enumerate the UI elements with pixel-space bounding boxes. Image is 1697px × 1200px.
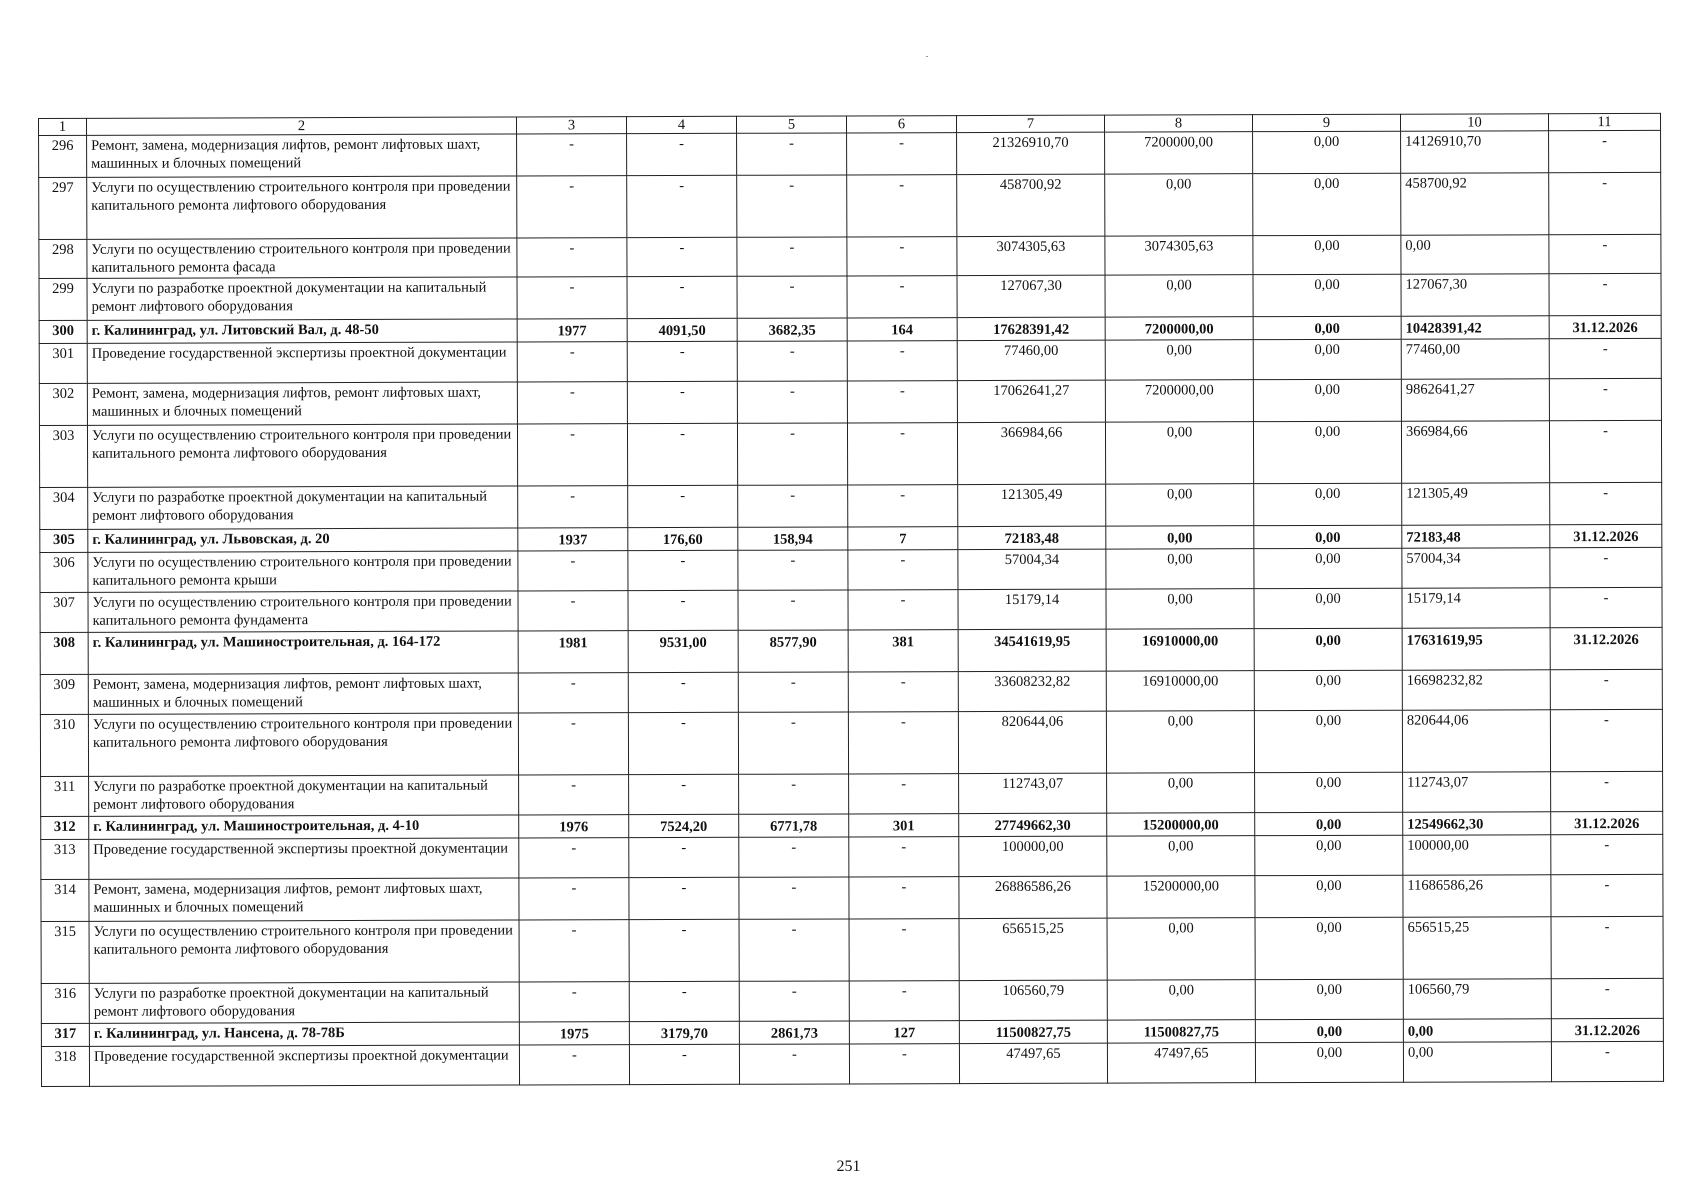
col-10-cell: 9862641,27: [1401, 379, 1549, 421]
col-9-cell: 0,00: [1253, 235, 1401, 274]
col-5-cell: -: [738, 672, 848, 712]
col-5-cell: -: [737, 423, 847, 485]
col-8-cell: 0,00: [1107, 836, 1255, 876]
col-7-cell: 820644,06: [958, 711, 1106, 773]
address-row: [40, 627, 1662, 674]
col-9-cell: 0,00: [1254, 670, 1402, 710]
col-5-cell: -: [738, 590, 848, 630]
col-9-cell: 0,00: [1255, 772, 1403, 812]
col-8-cell: 16910000,00: [1106, 629, 1254, 671]
col-9-cell: 0,00: [1255, 917, 1403, 979]
col-3-cell: -: [517, 176, 627, 238]
col-5-cell: -: [739, 837, 849, 877]
col-9-cell: 0,00: [1253, 421, 1401, 483]
col-4-cell: -: [629, 877, 739, 919]
work-item-row: [40, 482, 1662, 529]
col-8-cell: 7200000,00: [1105, 132, 1253, 174]
row-description: Услуги по осуществлению строительного контроля при проведении капитального ремонта лифтового оборудования: [87, 176, 517, 239]
col-7-cell: 3074305,63: [957, 236, 1105, 275]
col-5-cell: 6771,78: [739, 814, 849, 837]
col-4-cell: 9531,00: [628, 630, 738, 672]
col-11-cell: -: [1549, 378, 1661, 420]
col-header: 4: [626, 116, 736, 133]
col-5-cell: -: [738, 485, 848, 527]
col-4-cell: -: [627, 276, 737, 318]
col-7-cell: 26886586,26: [959, 876, 1107, 918]
row-description: Ремонт, замена, модернизация лифтов, ремонт лифтовых шахт, машинных и блочных помещений: [87, 382, 517, 425]
row-description: Ремонт, замена, модернизация лифтов, ремонт лифтовых шахт, машинных и блочных помещений: [89, 878, 519, 921]
col-9-cell: 0,00: [1255, 1042, 1403, 1082]
col-7-cell: 127067,30: [957, 275, 1105, 317]
work-item-row: [39, 130, 1661, 177]
col-7-cell: 47497,65: [959, 1043, 1107, 1083]
col-6-cell: -: [847, 423, 957, 485]
col-3-cell: -: [518, 713, 628, 775]
col-9-cell: 0,00: [1254, 588, 1402, 628]
col-11-cell: 31.12.2026: [1549, 315, 1661, 338]
col-6-cell: -: [847, 175, 957, 237]
col-10-cell: 77460,00: [1401, 339, 1549, 379]
col-header: 1: [39, 118, 87, 135]
col-5-cell: 3682,35: [737, 318, 847, 341]
col-11-cell: -: [1551, 834, 1663, 874]
col-10-cell: 17631619,95: [1402, 628, 1550, 670]
col-7-cell: 656515,25: [959, 918, 1107, 980]
col-10-cell: 127067,30: [1401, 274, 1549, 316]
row-description: Услуги по осуществлению строительного контроля при проведении капитального ремонта лифтового оборудования: [87, 424, 517, 487]
col-7-cell: 34541619,95: [958, 629, 1106, 671]
col-5-cell: -: [738, 550, 848, 590]
col-4-cell: -: [627, 341, 737, 381]
col-4-cell: -: [627, 133, 737, 175]
col-9-cell: 0,00: [1255, 979, 1403, 1019]
col-11-cell: 31.12.2026: [1551, 811, 1663, 834]
col-3-cell: -: [519, 838, 629, 878]
col-3-cell: -: [517, 424, 627, 486]
col-7-cell: 57004,34: [958, 549, 1106, 589]
col-header: 8: [1104, 115, 1252, 132]
col-3-cell: -: [517, 238, 627, 277]
col-9-cell: 0,00: [1253, 274, 1401, 316]
col-7-cell: 17062641,27: [957, 380, 1105, 422]
col-10-cell: 10428391,42: [1401, 316, 1549, 339]
col-9-cell: 0,00: [1253, 339, 1401, 379]
col-5-cell: -: [737, 237, 847, 276]
row-description: Услуги по осуществлению строительного контроля при проведении капитального ремонта фундамента: [88, 591, 518, 632]
col-6-cell: -: [848, 672, 958, 712]
work-item-row: [39, 420, 1661, 487]
col-10-cell: 12549662,30: [1403, 812, 1551, 835]
budget-table: [38, 113, 1664, 1087]
col-3-cell: -: [517, 382, 627, 424]
col-6-cell: -: [847, 133, 957, 175]
row-description: Проведение государственной экспертизы проектной документации: [87, 342, 517, 383]
work-item-row: [40, 587, 1662, 632]
col-7-cell: 72183,48: [958, 526, 1106, 549]
col-6-cell: -: [849, 919, 959, 981]
col-6-cell: 301: [849, 814, 959, 837]
row-number: 303: [39, 425, 87, 487]
col-3-cell: 1975: [519, 1022, 629, 1045]
col-8-cell: 11500827,75: [1107, 1020, 1255, 1043]
col-9-cell: 0,00: [1255, 875, 1403, 917]
col-8-cell: 0,00: [1107, 980, 1255, 1020]
col-6-cell: 7: [848, 527, 958, 550]
col-5-cell: -: [737, 276, 847, 318]
col-10-cell: 14126910,70: [1401, 131, 1549, 173]
col-9-cell: 0,00: [1254, 483, 1402, 525]
col-6-cell: -: [847, 341, 957, 381]
row-number: 302: [39, 383, 87, 425]
row-number: 318: [41, 1046, 89, 1086]
col-7-cell: 458700,92: [957, 174, 1105, 236]
col-9-cell: 0,00: [1254, 525, 1402, 548]
col-4-cell: -: [627, 423, 737, 485]
col-5-cell: -: [739, 981, 849, 1021]
row-description: Услуги по осуществлению строительного контроля при проведении капитального ремонта фасада: [87, 238, 517, 278]
col-header: 6: [846, 116, 956, 133]
work-item-row: [40, 547, 1662, 592]
col-9-cell: 0,00: [1254, 628, 1402, 670]
col-3-cell: -: [519, 775, 629, 815]
col-10-cell: 72183,48: [1402, 525, 1550, 548]
col-4-cell: -: [629, 774, 739, 814]
row-number: 304: [40, 487, 88, 529]
row-number: 298: [39, 239, 87, 278]
col-8-cell: 16910000,00: [1106, 671, 1254, 711]
row-description: Услуги по разработке проектной документации на капитальный ремонт лифтового оборудования: [89, 775, 519, 816]
col-11-cell: -: [1549, 338, 1661, 378]
col-6-cell: -: [847, 237, 957, 276]
row-number: 301: [39, 343, 87, 383]
col-11-cell: -: [1550, 482, 1662, 524]
row-description: г. Калининград, ул. Литовский Вал, д. 48-50: [87, 319, 517, 343]
row-number: 311: [41, 776, 89, 816]
col-11-cell: -: [1550, 669, 1662, 709]
row-description: Проведение государственной экспертизы проектной документации: [89, 838, 519, 879]
work-item-row: [41, 874, 1663, 921]
col-header: 9: [1252, 114, 1400, 131]
col-9-cell: 0,00: [1254, 710, 1402, 772]
col-11-cell: -: [1549, 273, 1661, 315]
col-9-cell: 0,00: [1253, 379, 1401, 421]
row-number: 306: [40, 552, 88, 592]
row-number: 315: [41, 921, 89, 983]
row-description: г. Калининград, ул. Машиностроительная, д. 4-10: [89, 815, 519, 839]
col-5-cell: 8577,90: [738, 630, 848, 672]
col-3-cell: -: [517, 342, 627, 382]
col-8-cell: 0,00: [1107, 773, 1255, 813]
col-11-cell: -: [1550, 587, 1662, 627]
col-6-cell: -: [847, 276, 957, 318]
col-8-cell: 0,00: [1107, 918, 1255, 980]
col-3-cell: -: [519, 878, 629, 920]
col-5-cell: -: [739, 774, 849, 814]
row-number: 310: [40, 714, 88, 776]
col-8-cell: 0,00: [1106, 526, 1254, 549]
col-11-cell: -: [1551, 771, 1663, 811]
col-8-cell: 0,00: [1105, 275, 1253, 317]
row-number: 300: [39, 320, 87, 343]
col-4-cell: -: [628, 485, 738, 527]
col-8-cell: 0,00: [1106, 484, 1254, 526]
col-11-cell: -: [1551, 978, 1663, 1018]
col-3-cell: -: [517, 277, 627, 319]
row-description: г. Калининград, ул. Машиностроительная, д. 164-172: [88, 631, 518, 674]
col-3-cell: -: [518, 591, 628, 631]
col-11-cell: -: [1551, 1041, 1663, 1081]
col-8-cell: 47497,65: [1107, 1043, 1255, 1083]
work-item-row: [40, 669, 1662, 714]
row-description: Услуги по осуществлению строительного контроля при проведении капитального ремонта лифтового оборудования: [88, 713, 518, 776]
col-7-cell: 121305,49: [958, 484, 1106, 526]
row-description: Услуги по разработке проектной документации на капитальный ремонт лифтового оборудования: [88, 486, 518, 529]
scan-speck: [926, 56, 928, 57]
row-description: Услуги по разработке проектной документации на капитальный ремонт лифтового оборудования: [89, 982, 519, 1023]
col-5-cell: -: [737, 133, 847, 175]
col-10-cell: 121305,49: [1402, 483, 1550, 525]
col-4-cell: -: [628, 712, 738, 774]
col-7-cell: 27749662,30: [959, 813, 1107, 836]
row-description: Ремонт, замена, модернизация лифтов, ремонт лифтовых шахт, машинных и блочных помещений: [88, 673, 518, 714]
col-4-cell: -: [628, 672, 738, 712]
col-header: 10: [1400, 114, 1548, 131]
col-8-cell: 0,00: [1106, 589, 1254, 629]
row-number: 312: [41, 816, 89, 839]
col-4-cell: 3179,70: [629, 1021, 739, 1044]
col-6-cell: 127: [849, 1021, 959, 1044]
col-7-cell: 366984,66: [957, 422, 1105, 484]
row-number: 297: [39, 177, 87, 239]
col-3-cell: -: [519, 1045, 629, 1085]
col-11-cell: -: [1550, 709, 1662, 771]
col-6-cell: -: [848, 712, 958, 774]
row-number: 317: [41, 1023, 89, 1046]
work-item-row: [39, 378, 1661, 425]
col-7-cell: 112743,07: [959, 773, 1107, 813]
col-7-cell: 77460,00: [957, 340, 1105, 380]
col-7-cell: 11500827,75: [959, 1020, 1107, 1043]
col-10-cell: 100000,00: [1403, 835, 1551, 875]
col-8-cell: 0,00: [1105, 340, 1253, 380]
col-3-cell: 1977: [517, 319, 627, 342]
col-3-cell: -: [519, 982, 629, 1022]
col-6-cell: -: [848, 485, 958, 527]
col-7-cell: 33608232,82: [958, 671, 1106, 711]
work-item-row: [41, 834, 1663, 879]
col-8-cell: 7200000,00: [1105, 380, 1253, 422]
col-4-cell: -: [629, 981, 739, 1021]
col-10-cell: 0,00: [1403, 1019, 1551, 1042]
col-11-cell: -: [1549, 420, 1661, 482]
col-10-cell: 656515,25: [1403, 917, 1551, 979]
col-3-cell: -: [517, 134, 627, 176]
col-4-cell: 4091,50: [627, 318, 737, 341]
col-6-cell: -: [849, 877, 959, 919]
col-5-cell: -: [739, 877, 849, 919]
col-4-cell: -: [627, 175, 737, 237]
row-description: Ремонт, замена, модернизация лифтов, ремонт лифтовых шахт, машинных и блочных помещений: [87, 134, 517, 177]
row-description: Услуги по осуществлению строительного контроля при проведении капитального ремонта крыши: [88, 551, 518, 592]
col-11-cell: -: [1551, 874, 1663, 916]
col-11-cell: -: [1549, 234, 1661, 273]
col-10-cell: 820644,06: [1402, 710, 1550, 772]
col-3-cell: -: [518, 551, 628, 591]
row-description: г. Калининград, ул. Львовская, д. 20: [88, 528, 518, 552]
col-5-cell: -: [738, 712, 848, 774]
col-10-cell: 16698232,82: [1402, 670, 1550, 710]
row-number: 313: [41, 839, 89, 879]
col-7-cell: 21326910,70: [957, 132, 1105, 174]
col-11-cell: -: [1551, 916, 1663, 978]
row-number: 296: [39, 135, 87, 177]
col-10-cell: 366984,66: [1401, 421, 1549, 483]
col-9-cell: 0,00: [1253, 173, 1401, 235]
col-header: 5: [736, 116, 846, 133]
col-11-cell: 31.12.2026: [1551, 1018, 1663, 1041]
col-6-cell: -: [849, 774, 959, 814]
col-6-cell: -: [848, 550, 958, 590]
work-item-row: [41, 978, 1663, 1023]
col-3-cell: -: [519, 920, 629, 982]
col-4-cell: -: [628, 550, 738, 590]
col-3-cell: -: [518, 673, 628, 713]
col-6-cell: -: [847, 381, 957, 423]
col-9-cell: 0,00: [1255, 812, 1403, 835]
col-8-cell: 0,00: [1106, 711, 1254, 773]
row-number: 308: [40, 632, 88, 674]
col-8-cell: 0,00: [1105, 422, 1253, 484]
col-3-cell: 1981: [518, 631, 628, 673]
col-7-cell: 17628391,42: [957, 317, 1105, 340]
col-8-cell: 15200000,00: [1107, 876, 1255, 918]
work-item-row: [39, 338, 1661, 383]
col-4-cell: -: [629, 919, 739, 981]
col-3-cell: -: [518, 486, 628, 528]
col-5-cell: -: [739, 919, 849, 981]
col-5-cell: 2861,73: [739, 1021, 849, 1044]
col-6-cell: 164: [847, 318, 957, 341]
col-7-cell: 100000,00: [959, 836, 1107, 876]
row-number: 314: [41, 879, 89, 921]
col-3-cell: 1976: [519, 815, 629, 838]
col-4-cell: 7524,20: [629, 814, 739, 837]
col-10-cell: 15179,14: [1402, 588, 1550, 628]
row-description: г. Калининград, ул. Нансена, д. 78-78Б: [89, 1022, 519, 1046]
col-10-cell: 11686586,26: [1403, 875, 1551, 917]
col-header: 11: [1548, 113, 1660, 130]
col-4-cell: -: [627, 381, 737, 423]
col-4-cell: -: [627, 237, 737, 276]
col-11-cell: -: [1549, 130, 1661, 172]
work-item-row: [39, 172, 1661, 239]
col-11-cell: -: [1550, 547, 1662, 587]
row-number: 307: [40, 592, 88, 632]
col-5-cell: -: [739, 1044, 849, 1084]
col-5-cell: -: [737, 341, 847, 381]
work-item-row: [40, 709, 1662, 776]
col-8-cell: 15200000,00: [1107, 813, 1255, 836]
col-10-cell: 0,00: [1403, 1042, 1551, 1082]
col-6-cell: -: [849, 837, 959, 877]
col-3-cell: 1937: [518, 528, 628, 551]
col-7-cell: 15179,14: [958, 589, 1106, 629]
work-item-row: [41, 1041, 1663, 1086]
col-8-cell: 7200000,00: [1105, 317, 1253, 340]
col-6-cell: -: [849, 981, 959, 1021]
work-item-row: [41, 771, 1663, 816]
col-4-cell: -: [628, 590, 738, 630]
col-10-cell: 0,00: [1401, 235, 1549, 274]
col-4-cell: -: [629, 837, 739, 877]
col-8-cell: 0,00: [1105, 174, 1253, 236]
col-9-cell: 0,00: [1253, 131, 1401, 173]
col-5-cell: -: [737, 381, 847, 423]
row-description: Услуги по осуществлению строительного контроля при проведении капитального ремонта лифтового оборудования: [89, 920, 519, 983]
col-10-cell: 112743,07: [1403, 772, 1551, 812]
col-9-cell: 0,00: [1254, 548, 1402, 588]
row-description: Проведение государственной экспертизы проектной документации: [89, 1045, 519, 1086]
col-6-cell: -: [849, 1044, 959, 1084]
col-4-cell: 176,60: [628, 527, 738, 550]
work-item-row: [39, 273, 1661, 320]
col-header: 3: [516, 117, 626, 134]
col-10-cell: 458700,92: [1401, 173, 1549, 235]
col-10-cell: 106560,79: [1403, 979, 1551, 1019]
row-description: Услуги по разработке проектной документации на капитальный ремонт лифтового оборудования: [87, 277, 517, 320]
page-number: 251: [836, 1158, 861, 1175]
row-number: 316: [41, 983, 89, 1023]
col-11-cell: 31.12.2026: [1550, 524, 1662, 547]
col-9-cell: 0,00: [1253, 316, 1401, 339]
col-4-cell: -: [629, 1044, 739, 1084]
work-item-row: [39, 234, 1661, 278]
col-6-cell: 381: [848, 630, 958, 672]
col-header: 2: [87, 117, 517, 135]
col-11-cell: -: [1549, 172, 1661, 234]
col-11-cell: 31.12.2026: [1550, 627, 1662, 669]
row-number: 299: [39, 278, 87, 320]
col-header: 7: [956, 115, 1104, 132]
col-10-cell: 57004,34: [1402, 548, 1550, 588]
col-8-cell: 3074305,63: [1105, 236, 1253, 275]
row-number: 305: [40, 529, 88, 552]
col-6-cell: -: [848, 590, 958, 630]
col-8-cell: 0,00: [1106, 549, 1254, 589]
row-number: 309: [40, 674, 88, 714]
work-item-row: [41, 916, 1663, 983]
col-9-cell: 0,00: [1255, 1019, 1403, 1042]
col-9-cell: 0,00: [1255, 835, 1403, 875]
col-7-cell: 106560,79: [959, 980, 1107, 1020]
col-5-cell: 158,94: [738, 527, 848, 550]
col-5-cell: -: [737, 175, 847, 237]
